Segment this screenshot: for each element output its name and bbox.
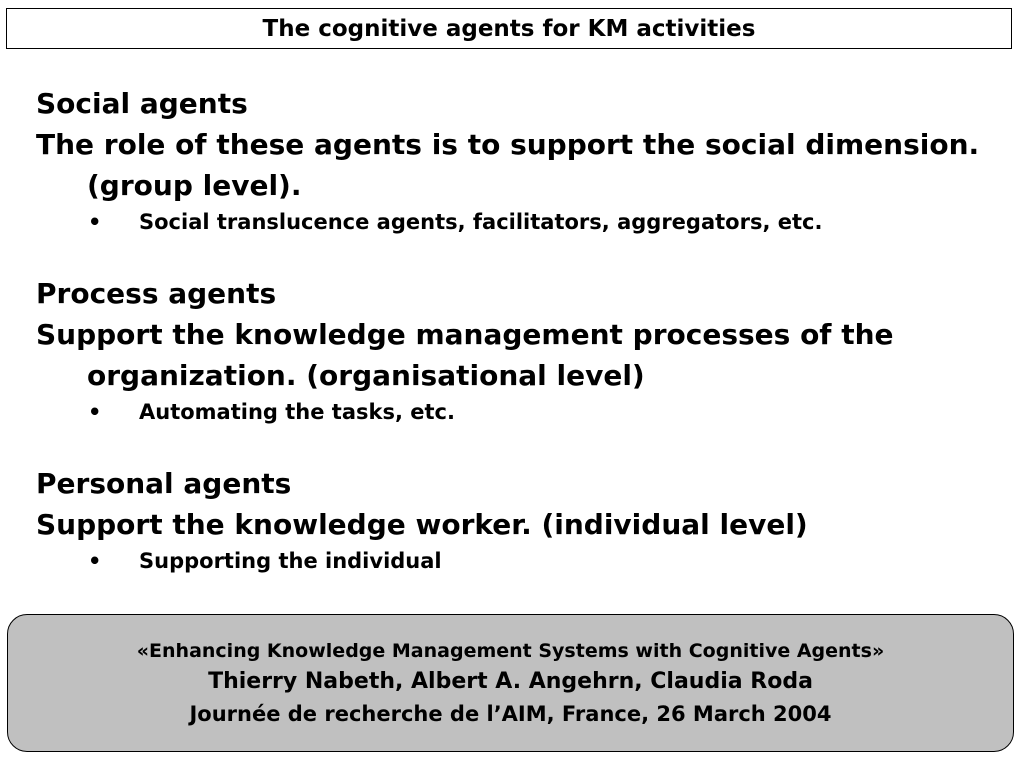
- section-social-agents: [36, 84, 996, 239]
- paper-title: «Enhancing Knowledge Management Systems with Cognitive Agents»: [136, 640, 885, 662]
- bullet-item: [36, 206, 996, 239]
- bullet-text: Automating the tasks, etc.: [139, 400, 455, 424]
- slide-content: [36, 84, 996, 578]
- section-description: Support the knowledge management processes of the organization. (organisational level): [36, 318, 894, 392]
- slide-title: The cognitive agents for KM activities: [262, 15, 756, 42]
- paper-authors: Thierry Nabeth, Albert A. Angehrn, Claudia Roda: [208, 669, 813, 694]
- section-description: Support the knowledge worker. (individual level): [36, 508, 808, 541]
- bullet-icon: •: [88, 210, 102, 234]
- section-process-agents: [36, 274, 996, 429]
- bullet-text: Supporting the individual: [139, 549, 442, 573]
- bullet-icon: •: [88, 400, 102, 424]
- bullet-icon: •: [88, 549, 102, 573]
- section-personal-agents: [36, 464, 996, 578]
- citation-footer: [7, 614, 1014, 752]
- paper-venue: Journée de recherche de l’AIM, France, 26 March 2004: [189, 702, 832, 726]
- section-heading: Process agents: [36, 277, 277, 310]
- bullet-text: Social translucence agents, facilitators, aggregators, etc.: [139, 210, 823, 234]
- bullet-item: [36, 545, 996, 578]
- section-description: The role of these agents is to support the social dimension. (group level).: [36, 128, 980, 202]
- section-heading: Personal agents: [36, 467, 292, 500]
- section-heading: Social agents: [36, 87, 248, 120]
- bullet-item: [36, 396, 996, 429]
- slide-title-box: [6, 8, 1012, 49]
